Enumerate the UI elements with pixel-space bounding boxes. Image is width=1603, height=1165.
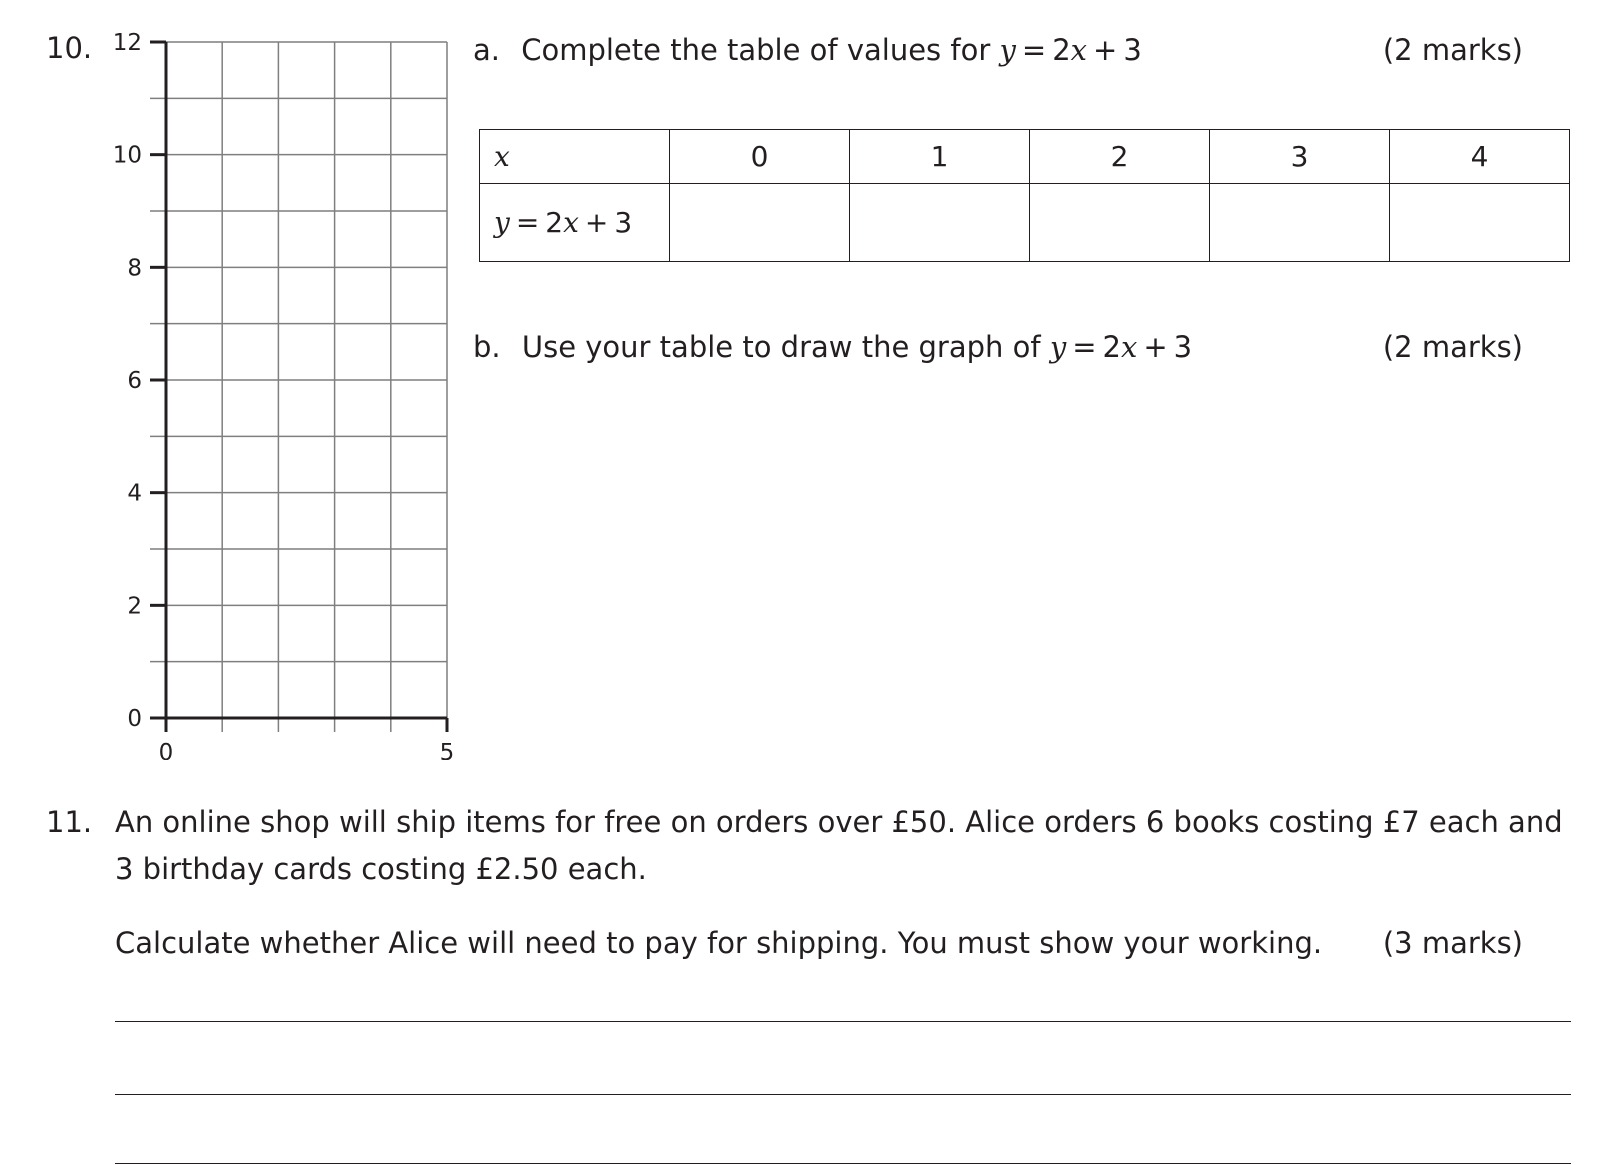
part-b-text: Use your table to draw the graph of: [521, 330, 1041, 364]
answer-line[interactable]: [115, 1094, 1571, 1095]
y-tick-label: 8: [127, 255, 142, 282]
equation-equals: =: [1072, 330, 1097, 364]
x-value-cell: 0: [670, 130, 850, 184]
y-header-equals: =: [515, 206, 540, 239]
table-of-values: [479, 129, 1570, 262]
y-tick-label: 10: [112, 142, 142, 169]
equation-plus: +: [1093, 33, 1118, 67]
question-11-number: 11.: [46, 805, 93, 839]
blank-graph-grid[interactable]: [0, 0, 470, 760]
x-value-cell: 3: [1210, 130, 1390, 184]
equation-y: y: [1049, 330, 1067, 364]
y-tick-label: 2: [127, 593, 142, 620]
grid-lines: [150, 42, 447, 732]
equation-coefficient: 2: [1052, 33, 1071, 67]
equation-x: x: [1070, 33, 1087, 67]
y-header-y: y: [494, 206, 510, 239]
y-header-plus: +: [584, 206, 609, 239]
axes: [150, 42, 447, 732]
equation-x: x: [1120, 330, 1138, 364]
x-tick-labels: [159, 740, 455, 760]
part-a-label: a.: [473, 33, 500, 67]
equation-constant: 3: [1123, 33, 1142, 67]
table-row-y: [480, 184, 1570, 262]
equation-y: y: [999, 33, 1016, 67]
y-answer-cell[interactable]: [850, 184, 1030, 262]
equation-plus: +: [1143, 330, 1168, 364]
question-11-instruction: Calculate whether Alice will need to pay for shipping. You must show your working.: [115, 926, 1323, 960]
y-header-cell: [480, 184, 670, 262]
question-10-number: 10.: [46, 31, 93, 65]
x-tick-label: 5: [439, 740, 455, 760]
part-a-line: [473, 33, 1142, 67]
x-value-cell: 4: [1390, 130, 1570, 184]
y-header-x: x: [563, 206, 579, 239]
y-answer-cell[interactable]: [1030, 184, 1210, 262]
y-tick-labels: [113, 30, 142, 732]
part-b-line: [473, 330, 1192, 364]
x-tick-label: 0: [158, 740, 174, 760]
y-answer-cell[interactable]: [1210, 184, 1390, 262]
x-value-cell: 1: [850, 130, 1030, 184]
y-header-coefficient: 2: [545, 206, 564, 239]
x-header: x: [494, 140, 510, 173]
x-header-cell: [480, 130, 670, 184]
equation-coefficient: 2: [1102, 330, 1121, 364]
equation-equals: =: [1021, 33, 1047, 67]
x-value-cell: 2: [1030, 130, 1210, 184]
y-tick-label: 0: [127, 706, 142, 732]
equation-constant: 3: [1173, 330, 1193, 364]
y-tick-label: 12: [112, 30, 142, 56]
y-answer-cell[interactable]: [670, 184, 850, 262]
table-row-x: [480, 130, 1570, 184]
y-tick-label: 4: [127, 480, 142, 507]
question-11-marks: (3 marks): [1382, 926, 1523, 960]
answer-line[interactable]: [115, 1163, 1571, 1164]
y-header-constant: 3: [614, 206, 633, 239]
y-tick-label: 6: [127, 368, 142, 394]
part-b-marks: (2 marks): [1382, 330, 1523, 364]
answer-line[interactable]: [115, 1021, 1571, 1022]
y-answer-cell[interactable]: [1390, 184, 1570, 262]
part-a-text: Complete the table of values for: [521, 33, 991, 67]
question-11-text-line-1: An online shop will ship items for free on orders over £50. Alice orders 6 books costing £7 each and: [115, 805, 1563, 839]
question-11-text-line-2: 3 birthday cards costing £2.50 each.: [115, 852, 647, 886]
part-a-marks: (2 marks): [1382, 33, 1523, 67]
part-b-label: b.: [473, 330, 501, 364]
